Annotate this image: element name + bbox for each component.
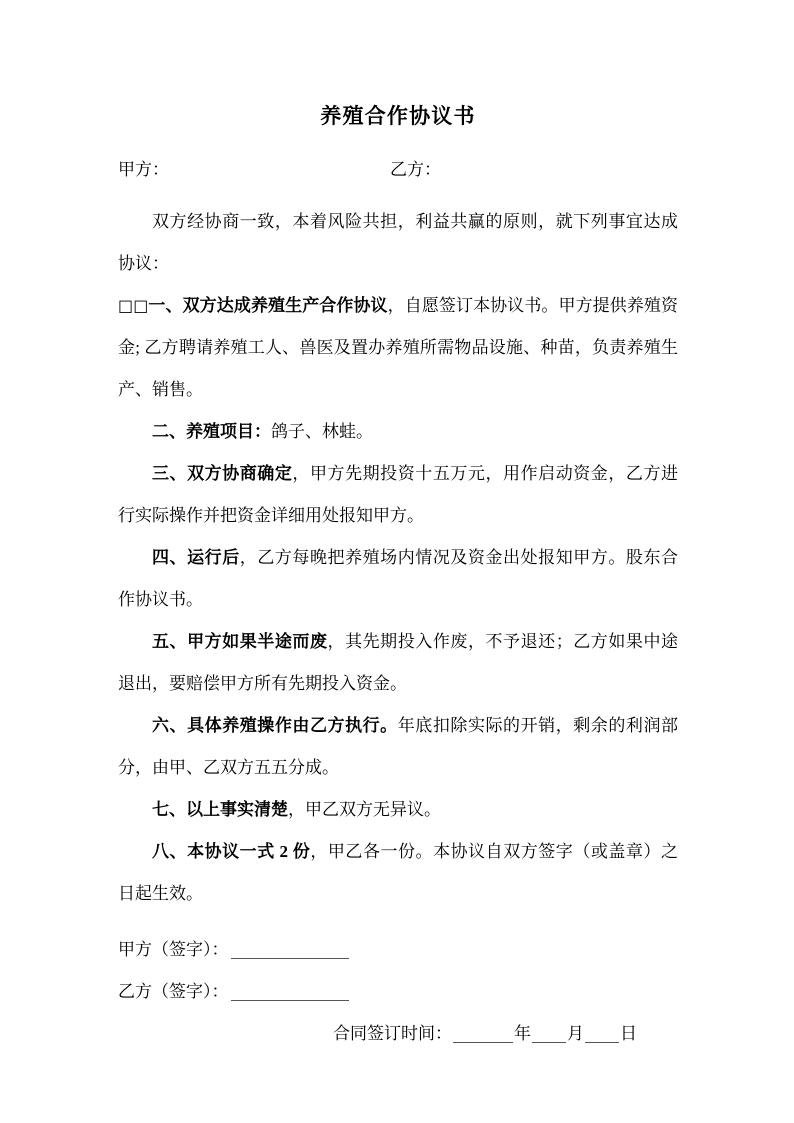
clause-4-body: ，乙方每晚把养殖场内情况及资金出处报知甲方。股东合作协议书。 <box>118 548 679 609</box>
date-month-blank[interactable] <box>532 1042 566 1043</box>
contract-date-label: 合同签订时间： <box>333 1024 452 1043</box>
clause-7-body: ，甲乙双方无异议。 <box>288 800 441 819</box>
party-a-signature-label: 甲方（签字）： <box>118 940 229 959</box>
clause-1-heading: 一、双方达成养殖生产合作协议 <box>148 296 388 315</box>
party-b-label: 乙方： <box>390 160 441 179</box>
clause-8-heading: 八、本协议一式 2 份 <box>152 842 311 861</box>
missing-glyph-box-icon: □□ <box>118 296 149 315</box>
clause-4-heading: 四、运行后 <box>152 548 240 567</box>
clause-2-heading: 二、养殖项目： <box>152 422 271 441</box>
contract-date-line <box>118 1013 678 1055</box>
date-year-unit: 年 <box>514 1024 531 1043</box>
party-a-signature-blank[interactable] <box>231 958 349 959</box>
clause-8 <box>118 831 678 915</box>
clause-3-heading: 三、双方协商确定 <box>152 464 293 483</box>
date-month-unit: 月 <box>567 1024 584 1043</box>
clause-6 <box>118 705 678 789</box>
party-b-signature-line <box>118 971 678 1013</box>
signature-block <box>118 929 678 1055</box>
party-b-signature-label: 乙方（签字）： <box>118 982 229 1001</box>
clause-2-body: 鸽子、林蛙。 <box>271 422 373 441</box>
clause-7 <box>118 789 678 831</box>
parties-header-row <box>118 161 678 181</box>
clause-1-body: ，自愿签订本协议书。甲方提供养殖资金; 乙方聘请养殖工人、兽医及置办养殖所需物品设施、种苗，负责养殖生产、销售。 <box>118 296 679 399</box>
clause-8-body: ，甲乙各一份。本协议自双方签字（或盖章）之日起生效。 <box>118 842 679 903</box>
clause-5-heading: 五、甲方如果半途而废 <box>152 632 328 651</box>
preamble-paragraph: 双方经协商一致，本着风险共担，利益共赢的原则，就下列事宜达成协议： <box>118 212 678 273</box>
date-day-unit: 日 <box>620 1024 637 1043</box>
clause-5-body: ，其先期投入作废，不予退还；乙方如果中途退出，要赔偿甲方所有先期投入资金。 <box>118 632 679 693</box>
clause-3 <box>118 453 678 537</box>
party-a-signature-line <box>118 929 678 971</box>
clause-5 <box>118 621 678 705</box>
clause-1 <box>118 285 678 411</box>
party-b-signature-blank[interactable] <box>231 1000 349 1001</box>
clause-4 <box>118 537 678 621</box>
clause-2 <box>118 411 678 453</box>
document-content <box>118 0 678 1055</box>
page-title: 养殖合作协议书 <box>320 104 476 128</box>
clause-6-heading: 六、具体养殖操作由乙方执行。 <box>152 716 398 735</box>
date-year-blank[interactable] <box>453 1042 513 1043</box>
clause-6-body: 年底扣除实际的开销，剩余的利润部分，由甲、乙双方五五分成。 <box>118 716 679 777</box>
party-a-label: 甲方： <box>118 160 169 179</box>
date-day-blank[interactable] <box>585 1042 619 1043</box>
clause-7-heading: 七、以上事实清楚 <box>152 800 288 819</box>
clause-3-body: ，甲方先期投资十五万元，用作启动资金，乙方进行实际操作并把资金详细用处报知甲方。 <box>118 464 679 525</box>
